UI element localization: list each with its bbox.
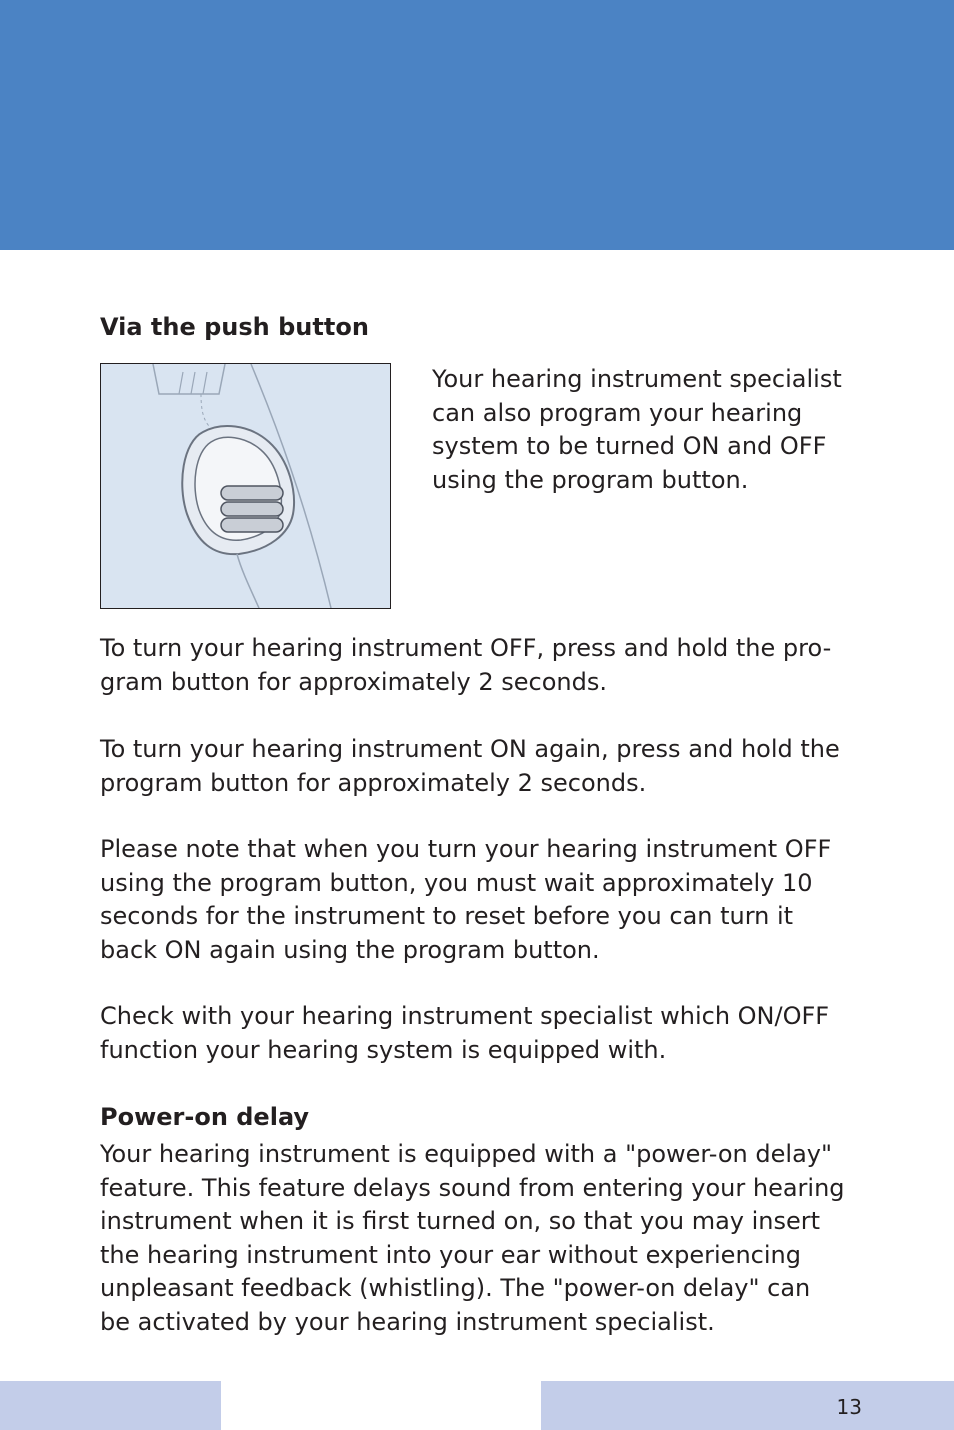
paragraph-power-on-delay: Your hearing instrument is equipped with a "power-on delay" feature. This feature delays sound from entering your hearing instrument when it is first turned on, so that you may insert the hearing instrument into your ear without experiencing unpleasant feedback (whistling). The "power-on delay" can be activated by your hearing instrument specialist. xyxy=(100,1140,845,1336)
page-number: 13 xyxy=(836,1395,862,1419)
paragraph-reset-note: Please note that when you turn your hearing instrument OFF using the program button, you must wait approximately 10 seconds for the instrument to reset before you can turn it back ON again using the program button. xyxy=(100,835,832,964)
push-button-illustration-icon xyxy=(101,364,390,608)
section-title-power-on-delay: Power-on delay xyxy=(100,1103,310,1131)
paragraph-check-specialist: Check with your hearing instrument specialist which ON/OFF function your hearing system is equipped with. xyxy=(100,1002,830,1064)
section-title-push-button: Via the push button xyxy=(100,313,369,341)
header-band xyxy=(0,0,954,250)
program-button-intro: Your hearing instrument specialist can also program your hearing system to be turned ON and OFF using the program button. xyxy=(432,365,842,494)
footer-band-right xyxy=(541,1381,954,1430)
footer-band-left xyxy=(0,1381,221,1430)
push-button-figure xyxy=(100,363,391,609)
paragraph-turn-on: To turn your hearing instrument ON again, press and hold the program button for approximately 2 seconds. xyxy=(100,735,840,797)
paragraph-turn-off: To turn your hearing instrument OFF, press and hold the pro- gram button for approximately 2 seconds. xyxy=(100,634,832,696)
